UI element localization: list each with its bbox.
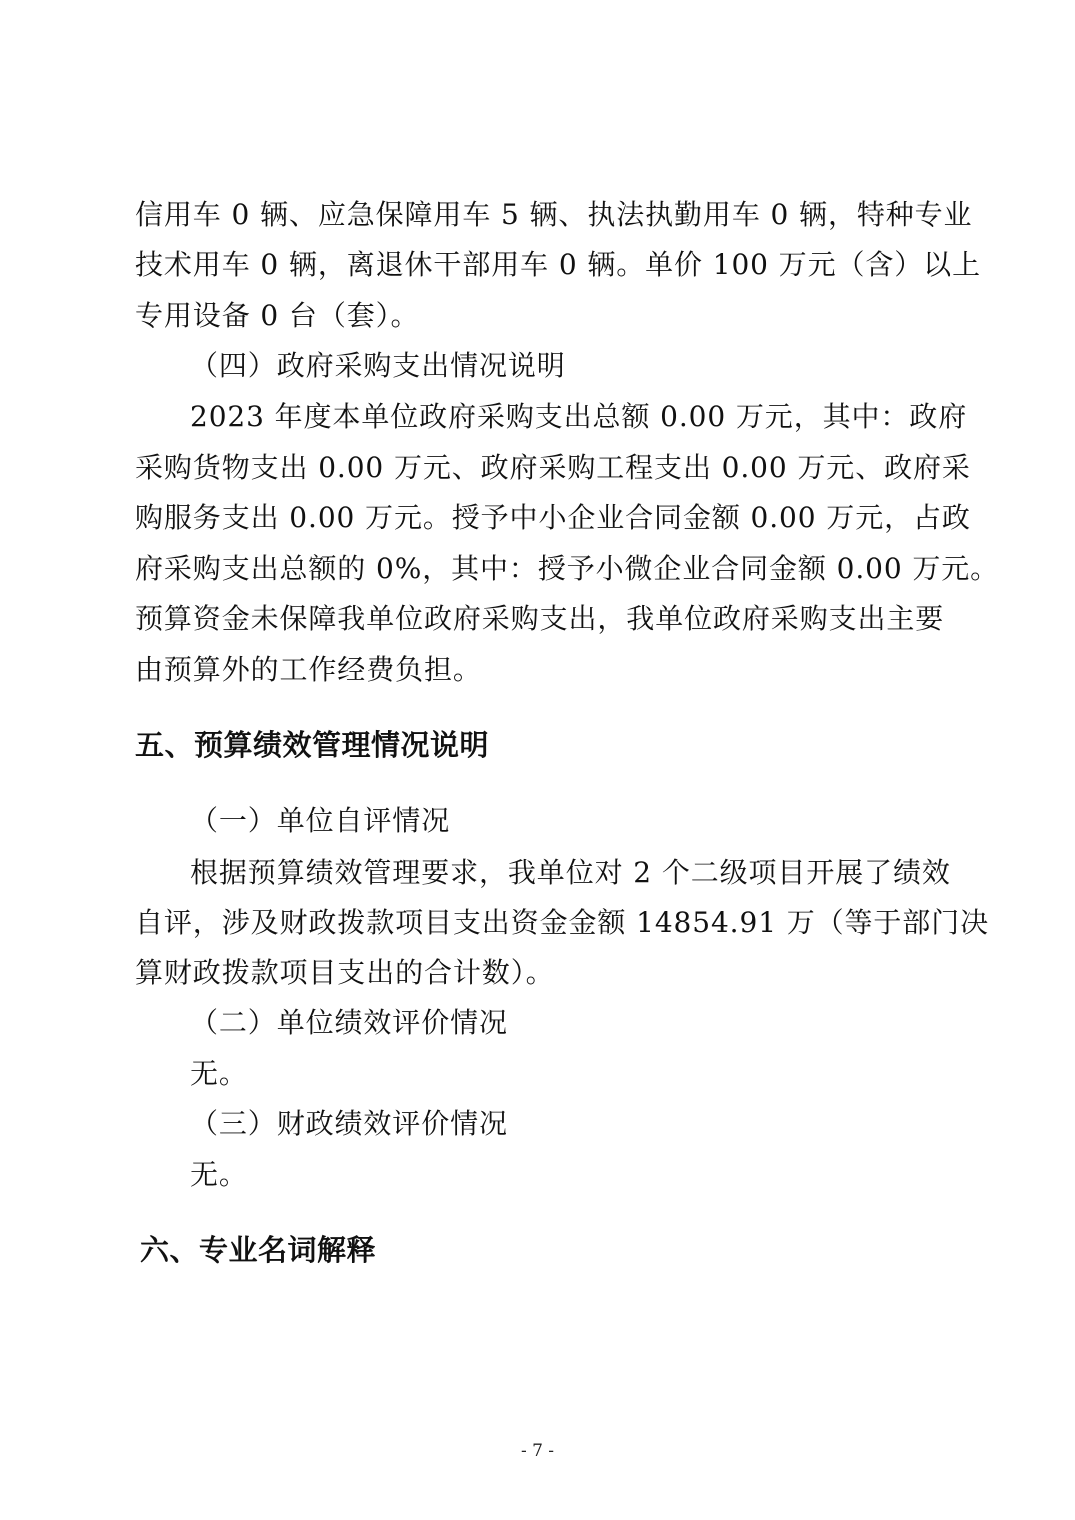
- body-text-line: 购服务支出 0.00 万元。授予中小企业合同金额 0.00 万元，占政: [135, 501, 971, 534]
- unit-eval-subheading: （二）单位绩效评价情况: [190, 1006, 508, 1039]
- body-text-line: 府采购支出总额的 0%，其中：授予小微企业合同金额 0.00 万元。: [135, 552, 1000, 585]
- body-text-line: 由预算外的工作经费负担。: [135, 653, 482, 686]
- body-text-line: 信用车 0 辆、应急保障用车 5 辆、执法执勤用车 0 辆，特种专业: [135, 198, 973, 231]
- body-text-line: 专用设备 0 台（套）。: [135, 299, 420, 332]
- body-text-line: 算财政拨款项目支出的合计数）。: [135, 956, 555, 989]
- body-text-line: 预算资金未保障我单位政府采购支出，我单位政府采购支出主要: [135, 602, 945, 635]
- finance-eval-text: 无。: [190, 1158, 248, 1191]
- unit-eval-text: 无。: [190, 1057, 248, 1090]
- body-text-line: 根据预算绩效管理要求，我单位对 2 个二级项目开展了绩效: [190, 856, 951, 889]
- body-text-line: 2023 年度本单位政府采购支出总额 0.00 万元，其中：政府: [190, 400, 968, 433]
- body-text-line: 技术用车 0 辆，离退休干部用车 0 辆。单价 100 万元（含）以上: [135, 248, 981, 281]
- procurement-subheading: （四）政府采购支出情况说明: [190, 349, 566, 382]
- body-text-line: 自评，涉及财政拨款项目支出资金金额 14854.91 万（等于部门决: [135, 906, 990, 939]
- section-heading-five: 五、预算绩效管理情况说明: [135, 728, 490, 762]
- body-text-line: 采购货物支出 0.00 万元、政府采购工程支出 0.00 万元、政府采: [135, 451, 971, 484]
- self-eval-subheading: （一）单位自评情况: [190, 804, 451, 837]
- finance-eval-subheading: （三）财政绩效评价情况: [190, 1107, 508, 1140]
- page-number: - 7 -: [520, 1441, 555, 1461]
- section-heading-six: 六、专业名词解释: [140, 1233, 377, 1267]
